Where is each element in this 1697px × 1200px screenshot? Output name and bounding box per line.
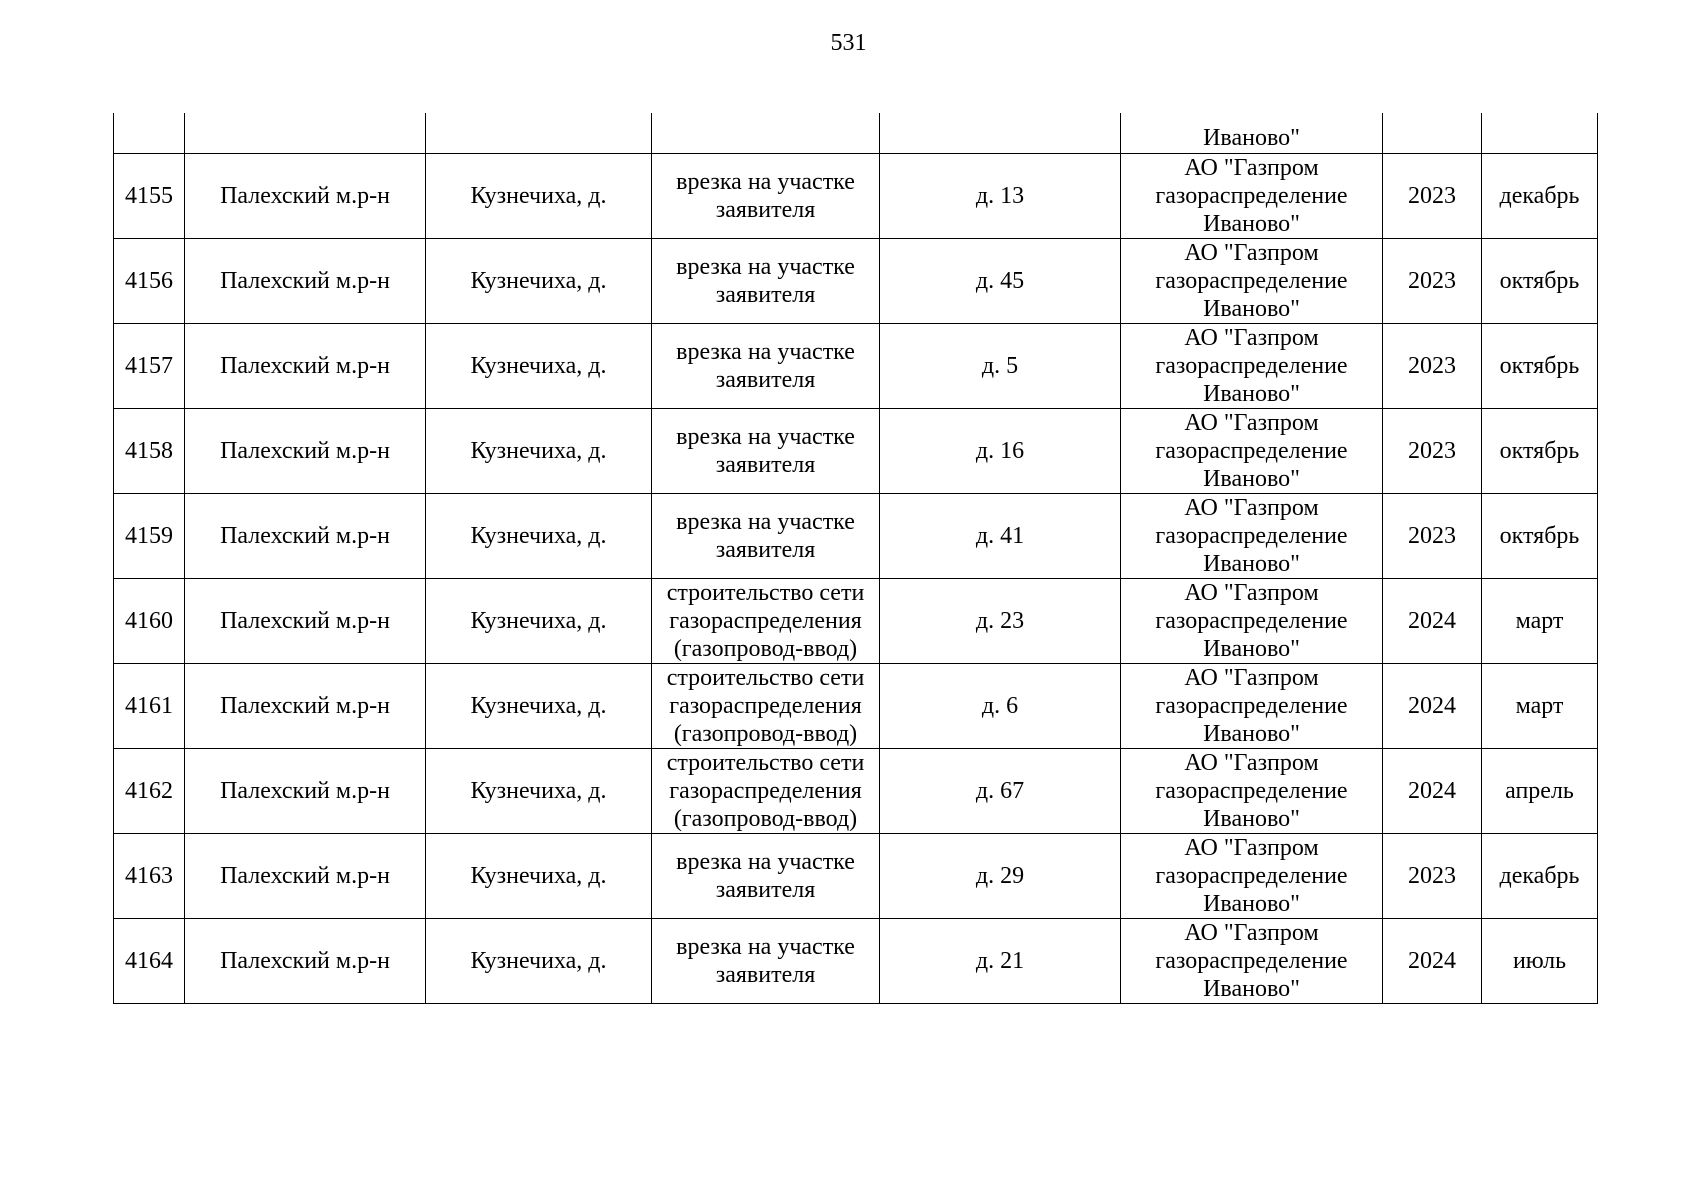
cell-operator: АО "Газпром газораспределение Иваново" [1121, 238, 1383, 323]
table-row [114, 663, 1598, 748]
cell-id: 4162 [114, 748, 185, 833]
cell-district: Палехский м.р-н [185, 748, 426, 833]
cell-locality: Кузнечиха, д. [426, 238, 652, 323]
cell-work: врезка на участке заявителя [652, 493, 880, 578]
cell-month: октябрь [1482, 238, 1598, 323]
cell-month: март [1482, 578, 1598, 663]
cell-month: октябрь [1482, 408, 1598, 493]
cell-house: д. 13 [880, 153, 1121, 238]
cell-work: врезка на участке заявителя [652, 833, 880, 918]
cell-id: 4160 [114, 578, 185, 663]
cell-district [185, 113, 426, 153]
cell-month: октябрь [1482, 493, 1598, 578]
table-row [114, 918, 1598, 1003]
cell-year: 2024 [1383, 663, 1482, 748]
cell-operator: Иваново" [1121, 113, 1383, 153]
cell-house [880, 113, 1121, 153]
cell-house: д. 67 [880, 748, 1121, 833]
cell-year: 2023 [1383, 408, 1482, 493]
cell-locality: Кузнечиха, д. [426, 663, 652, 748]
cell-locality: Кузнечиха, д. [426, 153, 652, 238]
cell-locality: Кузнечиха, д. [426, 918, 652, 1003]
cell-year: 2024 [1383, 918, 1482, 1003]
cell-district: Палехский м.р-н [185, 833, 426, 918]
cell-id: 4156 [114, 238, 185, 323]
cell-id: 4159 [114, 493, 185, 578]
cell-year: 2023 [1383, 493, 1482, 578]
cell-locality: Кузнечиха, д. [426, 493, 652, 578]
cell-locality: Кузнечиха, д. [426, 408, 652, 493]
cell-year: 2023 [1383, 833, 1482, 918]
cell-operator: АО "Газпром газораспределение Иваново" [1121, 578, 1383, 663]
cell-operator: АО "Газпром газораспределение Иваново" [1121, 663, 1383, 748]
cell-locality [426, 113, 652, 153]
cell-id: 4155 [114, 153, 185, 238]
cell-district: Палехский м.р-н [185, 663, 426, 748]
cell-house: д. 23 [880, 578, 1121, 663]
cell-operator: АО "Газпром газораспределение Иваново" [1121, 323, 1383, 408]
cell-operator: АО "Газпром газораспределение Иваново" [1121, 153, 1383, 238]
cell-month: декабрь [1482, 833, 1598, 918]
cell-work: врезка на участке заявителя [652, 153, 880, 238]
table-row [114, 748, 1598, 833]
cell-operator: АО "Газпром газораспределение Иваново" [1121, 748, 1383, 833]
cell-month: октябрь [1482, 323, 1598, 408]
cell-id: 4157 [114, 323, 185, 408]
cell-house: д. 45 [880, 238, 1121, 323]
cell-id: 4158 [114, 408, 185, 493]
table-row [114, 578, 1598, 663]
cell-work: строительство сети газораспределения (газопровод-ввод) [652, 578, 880, 663]
cell-year: 2023 [1383, 238, 1482, 323]
cell-id [114, 113, 185, 153]
cell-operator: АО "Газпром газораспределение Иваново" [1121, 918, 1383, 1003]
table-row [114, 323, 1598, 408]
cell-house: д. 29 [880, 833, 1121, 918]
cell-work: строительство сети газораспределения (газопровод-ввод) [652, 663, 880, 748]
cell-work: врезка на участке заявителя [652, 238, 880, 323]
cell-work: врезка на участке заявителя [652, 323, 880, 408]
cell-house: д. 21 [880, 918, 1121, 1003]
cell-district: Палехский м.р-н [185, 918, 426, 1003]
table-row [114, 408, 1598, 493]
cell-house: д. 6 [880, 663, 1121, 748]
page-number: 531 [830, 30, 867, 56]
table-row [114, 833, 1598, 918]
cell-locality: Кузнечиха, д. [426, 748, 652, 833]
cell-district: Палехский м.р-н [185, 493, 426, 578]
cell-year: 2024 [1383, 748, 1482, 833]
cell-operator: АО "Газпром газораспределение Иваново" [1121, 408, 1383, 493]
cell-month: март [1482, 663, 1598, 748]
cell-house: д. 41 [880, 493, 1121, 578]
table-row [114, 153, 1598, 238]
cell-house: д. 5 [880, 323, 1121, 408]
cell-year: 2023 [1383, 323, 1482, 408]
table-row [114, 493, 1598, 578]
cell-month: июль [1482, 918, 1598, 1003]
cell-operator: АО "Газпром газораспределение Иваново" [1121, 833, 1383, 918]
cell-month: декабрь [1482, 153, 1598, 238]
cell-locality: Кузнечиха, д. [426, 578, 652, 663]
cell-district: Палехский м.р-н [185, 238, 426, 323]
cell-month [1482, 113, 1598, 153]
gas-connection-table [113, 113, 1598, 1004]
cell-work [652, 113, 880, 153]
table-row [114, 238, 1598, 323]
cell-id: 4164 [114, 918, 185, 1003]
cell-locality: Кузнечиха, д. [426, 833, 652, 918]
cell-work: строительство сети газораспределения (газопровод-ввод) [652, 748, 880, 833]
cell-operator: АО "Газпром газораспределение Иваново" [1121, 493, 1383, 578]
cell-month: апрель [1482, 748, 1598, 833]
cell-year: 2024 [1383, 578, 1482, 663]
cell-work: врезка на участке заявителя [652, 408, 880, 493]
cell-district: Палехский м.р-н [185, 153, 426, 238]
cell-id: 4163 [114, 833, 185, 918]
cell-house: д. 16 [880, 408, 1121, 493]
cell-district: Палехский м.р-н [185, 408, 426, 493]
cell-district: Палехский м.р-н [185, 323, 426, 408]
cell-year: 2023 [1383, 153, 1482, 238]
continued-row [114, 113, 1598, 153]
cell-id: 4161 [114, 663, 185, 748]
cell-locality: Кузнечиха, д. [426, 323, 652, 408]
cell-district: Палехский м.р-н [185, 578, 426, 663]
cell-work: врезка на участке заявителя [652, 918, 880, 1003]
cell-year [1383, 113, 1482, 153]
